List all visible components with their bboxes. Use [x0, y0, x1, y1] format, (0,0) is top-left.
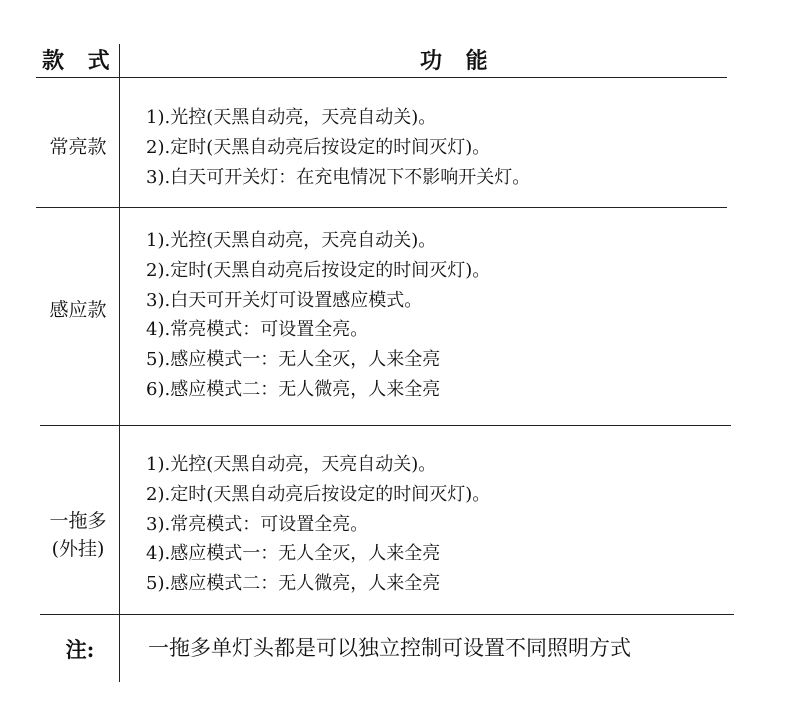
feature-item: 2).定时(天黑自动亮后按设定的时间灭灯)。	[146, 259, 491, 281]
feature-item: 1).光控(天黑自动亮，天亮自动关)。	[146, 454, 437, 475]
feature-item: 2).定时(天黑自动亮后按设定的时间灭灯)。	[146, 483, 491, 505]
feature-list-multi	[146, 450, 490, 599]
feature-item: 4).常亮模式：可设置全亮。	[146, 319, 369, 341]
header-style: 款 式	[42, 48, 118, 74]
note-label: 注:	[65, 637, 95, 662]
feature-item: 1).光控(天黑自动亮，天亮自动关)。	[146, 230, 437, 251]
header-divider	[36, 77, 727, 78]
feature-item: 5).感应模式二：无人微亮，人来全亮	[146, 573, 441, 595]
feature-list-sensor	[146, 226, 490, 405]
feature-item: 6).感应模式二：无人微亮，人来全亮	[146, 378, 441, 400]
feature-item: 3).白天可开关灯：在充电情况下不影响开关灯。	[146, 166, 531, 188]
row-label-multi	[36, 507, 120, 563]
feature-list-constant	[146, 103, 530, 192]
row-label-constant: 常亮款	[49, 136, 107, 158]
feature-item: 3).常亮模式：可设置全亮。	[146, 513, 369, 535]
feature-item: 5).感应模式一：无人全灭，人来全亮	[146, 349, 441, 371]
row-label-multi-line1: 一拖多	[49, 510, 107, 532]
row-label-multi-line2: (外挂)	[51, 538, 105, 560]
row-divider-1	[36, 207, 727, 208]
header-function: 功 能	[420, 48, 496, 74]
row-divider-2	[40, 425, 731, 426]
row-divider-3	[40, 614, 734, 615]
row-label-sensor: 感应款	[49, 299, 107, 321]
feature-item: 3).白天可开关灯可设置感应模式。	[146, 289, 423, 311]
feature-item: 1).光控(天黑自动亮，天亮自动关)。	[146, 107, 437, 128]
feature-item: 4).感应模式一：无人全灭，人来全亮	[146, 543, 441, 565]
note-text: 一拖多单灯头都是可以独立控制可设置不同照明方式	[148, 636, 631, 660]
feature-item: 2).定时(天黑自动亮后按设定的时间灭灯)。	[146, 136, 491, 158]
